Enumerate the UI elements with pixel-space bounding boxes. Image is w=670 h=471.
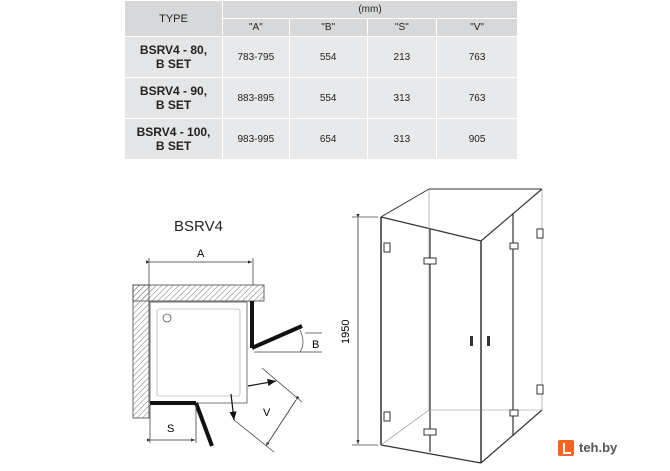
height-label: 1950 (340, 319, 352, 344)
hinge-icon (384, 412, 390, 421)
cell-s: 313 (367, 119, 436, 160)
col-header-b: "B" (289, 19, 367, 37)
handle-icon (470, 336, 473, 346)
type-header: TYPE (125, 1, 223, 37)
dimension-s (150, 405, 196, 443)
dimension-a (149, 248, 253, 285)
hinge-icon (384, 243, 390, 252)
col-header-v: "V" (437, 19, 518, 37)
row-type: BSRV4 - 80, B SET (125, 37, 223, 78)
col-header-s: "S" (367, 19, 436, 37)
handle-icon (487, 336, 490, 346)
cell-b: 554 (289, 37, 367, 78)
cell-a: 883-895 (223, 78, 290, 119)
shower-tray (150, 302, 247, 403)
cell-a: 983-995 (223, 119, 290, 160)
hinge-icon (424, 258, 436, 264)
label-v: V (263, 407, 271, 419)
cell-b: 654 (289, 119, 367, 160)
door-open-front (196, 403, 212, 446)
hinge-icon (424, 429, 436, 435)
unit-header: (mm) (223, 1, 518, 19)
cell-s: 213 (367, 37, 436, 78)
back-wall (133, 285, 264, 301)
shower-perspective (381, 189, 542, 463)
door-open-side (252, 326, 302, 348)
label-b: B (312, 339, 320, 351)
watermark: teh.by (579, 440, 618, 455)
cell-b: 554 (289, 78, 367, 119)
hinge-icon (537, 385, 543, 394)
cell-v: 905 (437, 119, 518, 160)
row-type: BSRV4 - 100, B SET (125, 119, 223, 160)
cell-s: 313 (367, 78, 436, 119)
hinge-icon (537, 229, 543, 238)
cell-v: 763 (437, 78, 518, 119)
col-header-a: "A" (223, 19, 290, 37)
cell-a: 783-795 (223, 37, 290, 78)
row-type: BSRV4 - 90, B SET (125, 78, 223, 119)
logo-icon (558, 440, 574, 456)
label-s: S (167, 423, 175, 435)
hinge-icon (510, 410, 518, 416)
plan-title: BSRV4 (174, 218, 223, 235)
cell-v: 763 (437, 37, 518, 78)
dimension-height (340, 217, 378, 445)
label-a: A (197, 248, 205, 260)
hinge-icon (510, 243, 518, 249)
side-wall (133, 285, 149, 418)
